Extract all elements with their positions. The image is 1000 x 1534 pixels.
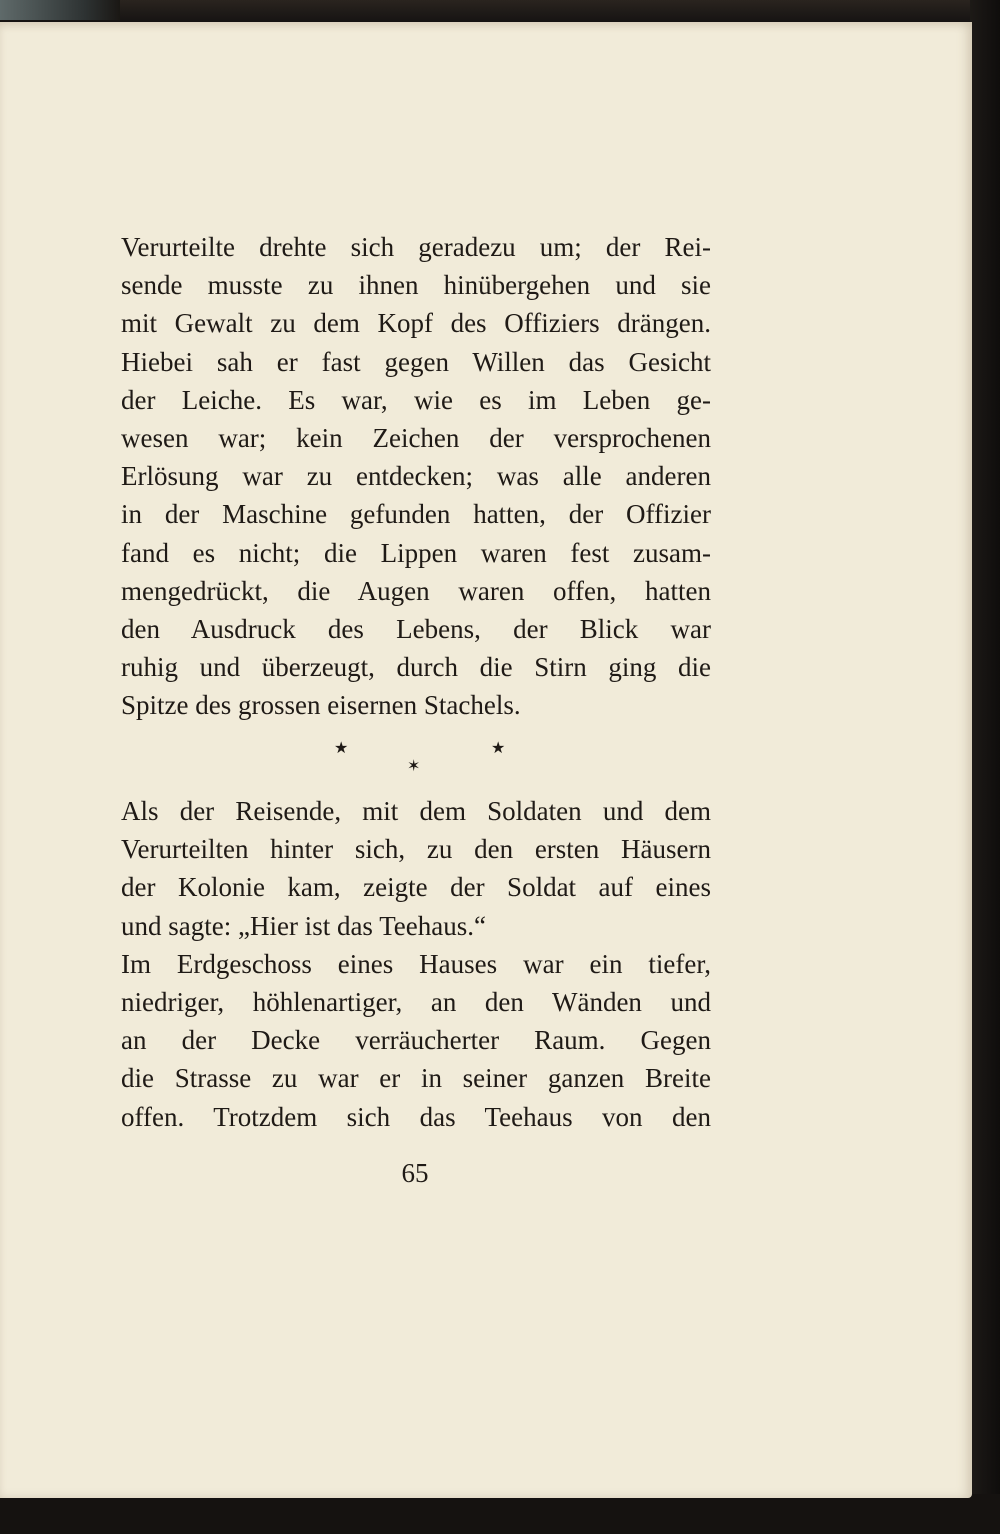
text-line: mit Gewalt zu dem Kopf des Offiziers drängen. (121, 308, 711, 339)
text-line: mengedrückt, die Augen waren offen, hatten (121, 575, 711, 606)
text-line: der Kolonie kam, zeigte der Soldat auf eines (121, 872, 711, 903)
text-line: offen. Trotzdem sich das Teehaus von den (121, 1101, 711, 1132)
scan-right-edge (970, 0, 1000, 1534)
text-line: Spitze des grossen eisernen Stachels. (121, 690, 521, 721)
text-line: den Ausdruck des Lebens, der Blick war (121, 613, 711, 644)
text-line: ruhig und überzeugt, durch die Stirn ging die (121, 652, 711, 683)
star-ornament-icon: ✶ (407, 758, 421, 775)
text-line: an der Decke verräucherter Raum. Gegen (121, 1025, 711, 1056)
book-spine-edge (0, 0, 120, 20)
scan-bottom-edge (0, 1494, 1000, 1534)
text-line: wesen war; kein Zeichen der versprochenen (121, 422, 711, 453)
text-line: die Strasse zu war er in seiner ganzen Breite (121, 1063, 711, 1094)
text-line: und sagte: „Hier ist das Teehaus.“ (121, 910, 487, 941)
text-line: Verurteilten hinter sich, zu den ersten Häusern (121, 834, 711, 865)
text-line: Als der Reisende, mit dem Soldaten und dem (121, 796, 711, 826)
text-line: der Leiche. Es war, wie es im Leben ge- (121, 384, 711, 415)
book-page (0, 22, 972, 1498)
section-break (0, 738, 972, 798)
text-line: sende musste zu ihnen hinübergehen und sie (121, 270, 711, 301)
text-line: fand es nicht; die Lippen waren fest zusam- (121, 537, 711, 568)
text-line: niedriger, höhlenartiger, an den Wänden und (121, 986, 711, 1017)
star-ornament-icon: ★ (334, 740, 349, 757)
text-line: Verurteilte drehte sich geradezu um; der Rei- (121, 232, 711, 262)
text-line: Im Erdgeschoss eines Hauses war ein tiefer, (121, 948, 711, 979)
text-line: Erlösung war zu entdecken; was alle anderen (121, 461, 711, 492)
text-line: in der Maschine gefunden hatten, der Offizier (121, 499, 711, 530)
text-line: Hiebei sah er fast gegen Willen das Gesicht (121, 346, 711, 377)
paragraph-2 (121, 792, 711, 1136)
star-ornament-icon: ★ (491, 740, 506, 757)
paragraph-1 (121, 228, 711, 724)
page-number: 65 (401, 1158, 429, 1188)
